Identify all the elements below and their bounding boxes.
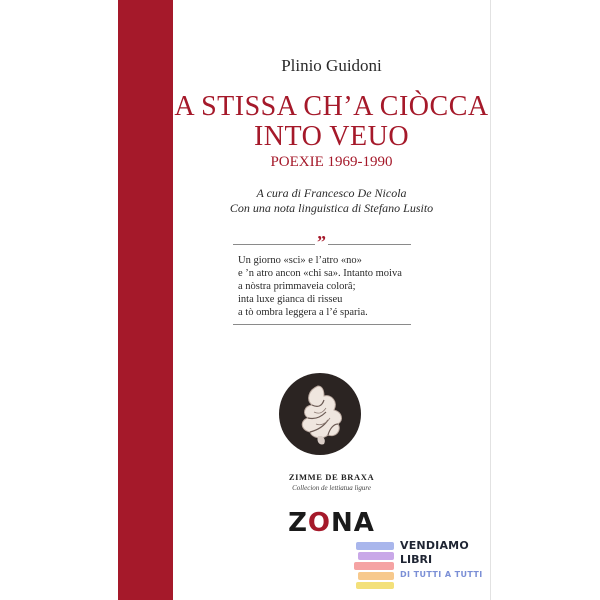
author-name: Plinio Guidoni bbox=[281, 56, 382, 75]
badge-line-1: VENDIAMO bbox=[400, 539, 469, 552]
poem-line: e ’n atro ancon «chi sa». Intanto moiva bbox=[238, 268, 402, 279]
quote-rule-right bbox=[328, 244, 411, 245]
book-cover bbox=[118, 0, 491, 600]
vendiamo-libri-badge bbox=[352, 538, 492, 590]
credit-note: Con una nota linguistica di Stefano Lusito bbox=[229, 201, 434, 215]
book-title-line-2: INTO VEUO bbox=[253, 121, 410, 152]
publisher-letter-accent: O bbox=[307, 508, 332, 538]
credits bbox=[173, 186, 490, 216]
poem-line: a nòstra primmaveia colorâ; bbox=[238, 281, 356, 292]
quote-mark: ” bbox=[317, 232, 326, 252]
series-subtitle: Collecion de lettiatua ligure bbox=[292, 484, 371, 492]
series-name: ZIMME DE BRAXA bbox=[288, 472, 375, 482]
publisher-logo bbox=[173, 508, 490, 538]
poem-line: inta luxe gianca di risseu bbox=[238, 294, 343, 305]
poem-line: Un giorno «sci» e l’atro «no» bbox=[238, 255, 362, 266]
poem-excerpt bbox=[238, 254, 478, 319]
book-title bbox=[173, 92, 490, 152]
cover-spine-band bbox=[118, 0, 173, 600]
book-subtitle: POEXIE 1969-1990 bbox=[270, 154, 393, 170]
publisher-letter: Z bbox=[288, 508, 308, 538]
round-engraving-emblem-icon bbox=[278, 372, 362, 456]
stacked-books-icon bbox=[352, 538, 398, 590]
quote-rule-left bbox=[233, 244, 315, 245]
badge-line-3: DI TUTTI A TUTTI bbox=[400, 570, 483, 579]
credit-editor: A cura di Francesco De Nicola bbox=[256, 186, 407, 200]
quote-rule-bottom bbox=[233, 324, 411, 325]
badge-line-2: LIBRI bbox=[400, 553, 433, 566]
poem-line: a tò ombra leggera a l’é sparia. bbox=[238, 307, 368, 318]
publisher-letters: NA bbox=[331, 508, 375, 538]
book-title-line-1: A STISSA CH’A CIÒCCA bbox=[174, 91, 489, 122]
